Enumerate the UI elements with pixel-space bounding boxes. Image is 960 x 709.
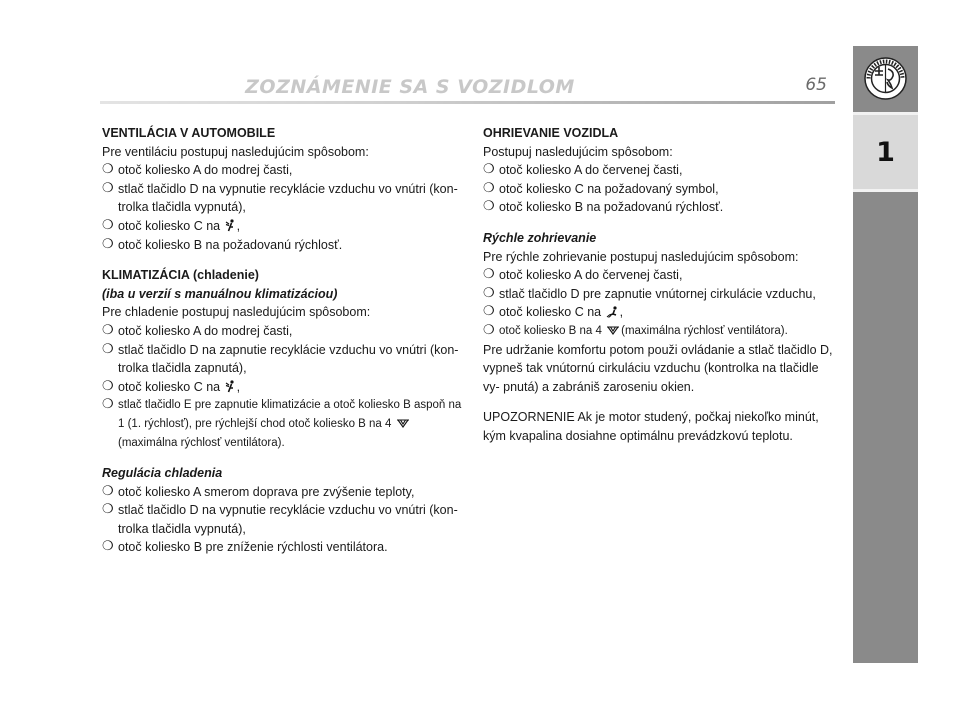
- cooling-regulation-list: [102, 483, 462, 557]
- heating-intro: Postupuj nasledujúcim spôsobom:: [483, 144, 673, 159]
- bullet-icon: ❍: [483, 322, 495, 338]
- page-header: [100, 70, 835, 110]
- list-item: [102, 180, 462, 217]
- cooling-regulation-heading: Regulácia chladenia: [102, 466, 223, 481]
- list-item: ❍ otoč koliesko C na ,: [102, 378, 462, 397]
- bullet-icon: ❍: [102, 217, 114, 233]
- list-item-text: otoč koliesko A smerom doprava pre zvýšenie teploty,: [118, 484, 415, 499]
- alfa-romeo-logo-icon: [864, 57, 907, 100]
- list-item-text: otoč koliesko C na požadovaný symbol,: [499, 181, 719, 196]
- bullet-icon: ❍: [102, 397, 114, 413]
- ventilation-list: [102, 161, 462, 254]
- list-item: [102, 396, 462, 452]
- bullet-icon: ❍: [483, 267, 495, 283]
- face-vent-icon: [225, 219, 236, 232]
- bullet-icon: ❍: [102, 502, 114, 518]
- list-item: [102, 501, 462, 538]
- bullet-icon: ❍: [102, 180, 114, 196]
- header-title: ZOZNÁMENIE SA S VOZIDLOM: [245, 76, 575, 98]
- list-item: [102, 341, 462, 378]
- list-item: ❍ otoč koliesko C na ,: [102, 217, 462, 236]
- page-number: 65: [805, 75, 827, 95]
- fan-max-icon: [396, 418, 410, 429]
- list-item-text: otoč koliesko B na 4: [499, 324, 602, 337]
- list-item-text: (maximálna rýchlosť ventilátora).: [118, 436, 285, 449]
- ac-intro: Pre chladenie postupuj nasledujúcim spôsobom:: [102, 305, 371, 320]
- list-item-text: otoč koliesko A do červenej časti,: [499, 268, 683, 283]
- header-rule: [100, 101, 835, 104]
- right-column: [483, 124, 835, 446]
- fast-heating-list: [483, 266, 835, 340]
- logo-box: [853, 46, 918, 112]
- list-item: ❍ otoč koliesko C na ,: [483, 303, 835, 322]
- list-item: [483, 322, 835, 341]
- list-item-text: stlač tlačidlo E pre zapnutie klimatizácie a otoč koliesko B aspoň na 1 (1. rýchlosť), pre rýchlejší chod otoč koliesko B na 4: [118, 399, 462, 430]
- fast-heating-intro: Pre rýchle zohrievanie postupuj nasledujúcim spôsobom:: [483, 249, 799, 264]
- list-item-text: otoč koliesko A do modrej časti,: [118, 323, 293, 338]
- list-item: [483, 285, 835, 304]
- bullet-icon: ❍: [102, 322, 114, 338]
- bullet-icon: ❍: [483, 285, 495, 301]
- left-column: [102, 124, 462, 557]
- list-item-text: otoč koliesko C na: [118, 379, 221, 394]
- list-item: [102, 538, 462, 557]
- list-item-text: otoč koliesko A do modrej časti,: [118, 163, 293, 178]
- heating-list: [483, 161, 835, 217]
- list-item: [483, 266, 835, 285]
- ac-list: [102, 322, 462, 452]
- list-item: [483, 198, 835, 217]
- bullet-icon: ❍: [102, 236, 114, 252]
- chapter-number: 1: [876, 137, 895, 168]
- list-item-text: otoč koliesko B na požadovanú rýchlosť.: [118, 237, 343, 252]
- heating-heading: OHRIEVANIE VOZIDLA: [483, 126, 619, 140]
- list-item-text: stlač tlačidlo D na vypnutie recyklácie vzduchu vo vnútri (kon- trolka tlačidla vypnutá),: [118, 503, 458, 536]
- list-item-text: stlač tlačidlo D pre zapnutie vnútornej cirkulácie vzduchu,: [499, 286, 816, 301]
- bullet-icon: ❍: [483, 180, 495, 196]
- list-item: [102, 322, 462, 341]
- list-item-text: stlač tlačidlo D na zapnutie recyklácie vzduchu vo vnútri (kon- trolka tlačidla zapnutá),: [118, 342, 459, 376]
- list-item: [483, 161, 835, 180]
- list-item: [483, 180, 835, 199]
- ac-heading: KLIMATIZÁCIA (chladenie): [102, 268, 259, 283]
- bullet-icon: ❍: [102, 341, 114, 357]
- list-item: [102, 161, 462, 180]
- bullet-icon: ❍: [102, 378, 114, 394]
- list-item-text: otoč koliesko B pre zníženie rýchlosti ventilátora.: [118, 540, 388, 555]
- ventilation-intro: Pre ventiláciu postupuj nasledujúcim spôsobom:: [102, 144, 369, 159]
- bullet-icon: ❍: [102, 483, 114, 499]
- foot-vent-icon: [606, 306, 619, 318]
- bullet-icon: ❍: [102, 162, 114, 178]
- list-item-text: stlač tlačidlo D na vypnutie recyklácie vzduchu vo vnútri (kon- trolka tlačidla vypnutá),: [118, 181, 458, 215]
- bullet-icon: ❍: [483, 162, 495, 178]
- warning-note: UPOZORNENIE Ak je motor studený, počkaj niekoľko minút, kým kvapalina dosiahne optimálnu prevádzkovú teplotu.: [483, 410, 819, 443]
- list-item-text: otoč koliesko A do červenej časti,: [499, 163, 683, 178]
- bullet-icon: ❍: [102, 539, 114, 555]
- list-item: [102, 236, 462, 255]
- list-item-text: (maximálna rýchlosť ventilátora).: [621, 324, 788, 337]
- list-item-text: otoč koliesko B na požadovanú rýchlosť.: [499, 200, 724, 215]
- chapter-sidebar: [853, 46, 918, 663]
- bullet-icon: ❍: [483, 304, 495, 320]
- fast-heating-outro: Pre udržanie komfortu potom použi ovládanie a stlač tlačidlo D, vypneš tak vnútornú cirkuláciu vzduchu (kontrolka na tlačidle vy- pnutá) a zabrániš zaroseniu okien.: [483, 342, 833, 394]
- list-item-text: otoč koliesko C na: [118, 218, 221, 233]
- face-vent-icon: [225, 380, 236, 393]
- list-item: [102, 483, 462, 502]
- ventilation-heading: VENTILÁCIA V AUTOMOBILE: [102, 126, 276, 140]
- bullet-icon: ❍: [483, 199, 495, 215]
- ac-subheading: (iba u verzií s manuálnou klimatizáciou): [102, 286, 338, 301]
- fan-max-icon: [606, 325, 620, 336]
- list-item-text: otoč koliesko C na: [499, 305, 602, 320]
- chapter-tab: [853, 112, 918, 192]
- fast-heating-heading: Rýchle zohrievanie: [483, 230, 597, 245]
